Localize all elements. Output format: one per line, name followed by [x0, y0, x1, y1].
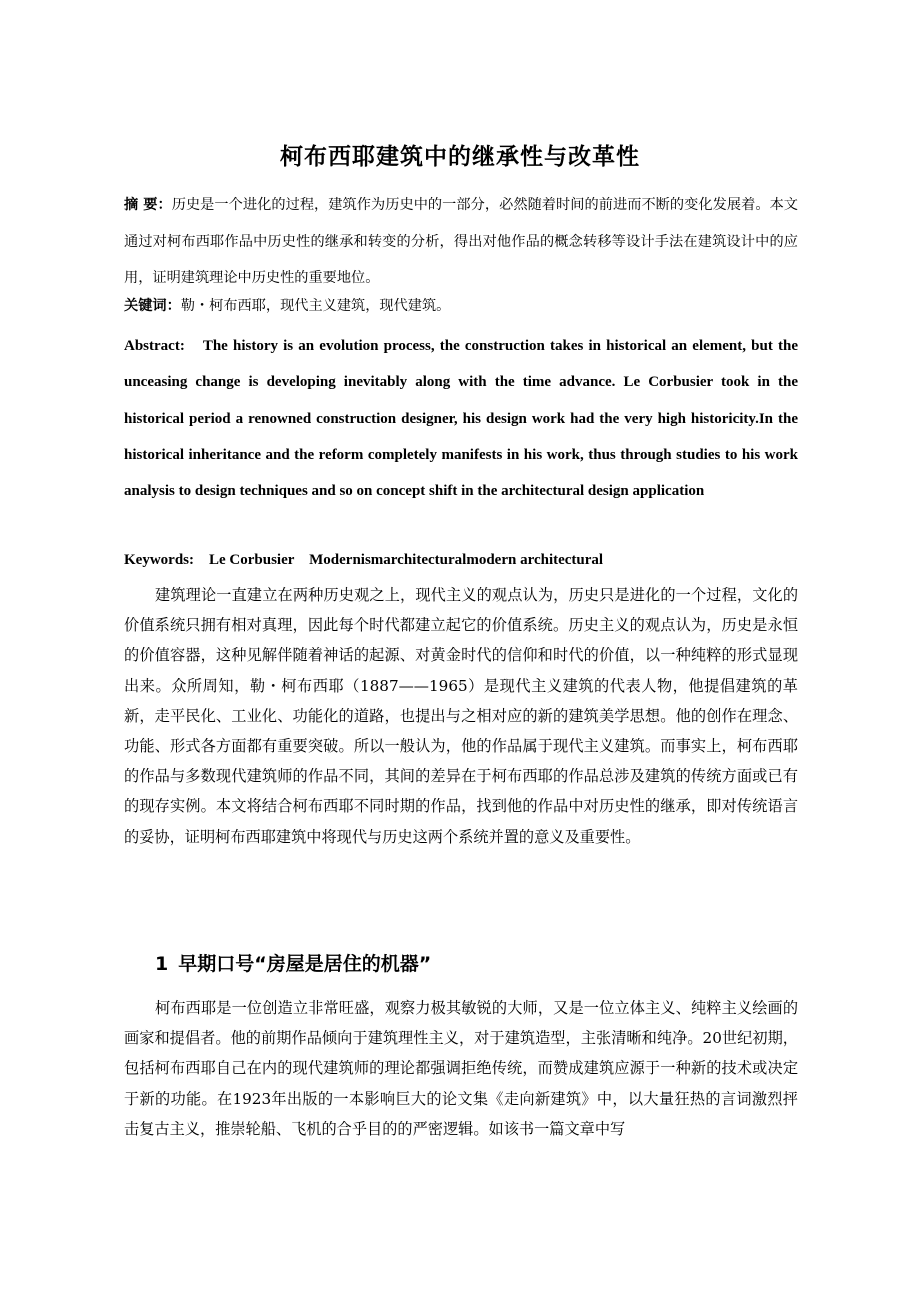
chinese-keywords-label: 关键词：: [124, 298, 181, 314]
body-paragraph-1: 建筑理论一直建立在两种历史观之上，现代主义的观点认为，历史只是进化的一个过程，文化的价值系统只拥有相对真理，因此每个时代都建立起它的价值系统。历史主义的观点认为，历史是永恒的价值容器，这种见解伴随着神话的起源、对黄金时代的信仰和时代的价值，以一种纯粹的形式显现出来。众所周知，勒・柯布西耶（1887——1965）是现代主义建筑的代表人物，他提倡建筑的革新，走平民化、工业化、功能化的道路，也提出与之相对应的新的建筑美学思想。他的创作在理念、功能、形式各方面都有重要突破。所以一般认为，他的作品属于现代主义建筑。而事实上，柯布西耶的作品与多数现代建筑师的作品不同，其间的差异在于柯布西耶的作品总涉及建筑的传统方面或已有的现存实例。本文将结合柯布西耶不同时期的作品，找到他的作品中对历史性的继承，即对传统语言的妥协，证明柯布西耶建筑中将现代与历史这两个系统并置的意义及重要性。: [124, 586, 798, 846]
section-number: 1: [155, 953, 169, 975]
body-paragraph-2: 柯布西耶是一位创造立非常旺盛，观察力极其敏锐的大师，又是一位立体主义、纯粹主义绘画的画家和提倡者。他的前期作品倾向于建筑理性主义，对于建筑造型，主张清晰和纯净。20世纪初期，包括柯布西耶自己在内的现代建筑师的理论都强调拒绝传统，而赞成建筑应源于一种新的技术或决定于新的功能。在1923年出版的一本影响巨大的论文集《走向新建筑》中，以大量狂热的言词激烈抨击复古主义，推崇轮船、飞机的合乎目的的严密逻辑。如该书一篇文章中写: [124, 999, 798, 1138]
document-title: 柯布西耶建筑中的继承性与改革性: [280, 144, 640, 170]
chinese-keywords: [124, 294, 798, 318]
section-heading-1: [155, 949, 431, 979]
english-abstract-text: The history is an evolution process, the construction takes in historical an element, but the unceasing change is developing inevitably along with the time advance. Le Corbusier took in the historical period a renowned construction designer, his design work had the very high historicity.In the historical inheritance and the reform completely manifests in his work, thus through studies to his work analysis to design techniques and so on concept shift in the architectural design application: [124, 338, 798, 500]
english-keywords-text: Le Corbusier Modernismarchitecturalmodern architectural: [209, 552, 604, 568]
chinese-abstract-label: 摘 要：: [124, 197, 172, 213]
chinese-keywords-text: 勒・柯布西耶，现代主义建筑，现代建筑。: [180, 298, 451, 314]
chinese-abstract: [124, 187, 798, 297]
english-keywords: [124, 548, 798, 572]
section-title: 早期口号“房屋是居住的机器”: [178, 953, 432, 975]
english-keywords-label: Keywords:: [124, 552, 194, 568]
english-abstract-label: Abstract:: [124, 338, 185, 354]
english-abstract: [124, 328, 798, 509]
chinese-abstract-text: 历史是一个进化的过程，建筑作为历史中的一部分，必然随着时间的前进而不断的变化发展着。本文通过对柯布西耶作品中历史性的继承和转变的分析，得出对他作品的概念转移等设计手法在建筑设计中的应用，证明建筑理论中历史性的重要地位。: [124, 197, 798, 286]
